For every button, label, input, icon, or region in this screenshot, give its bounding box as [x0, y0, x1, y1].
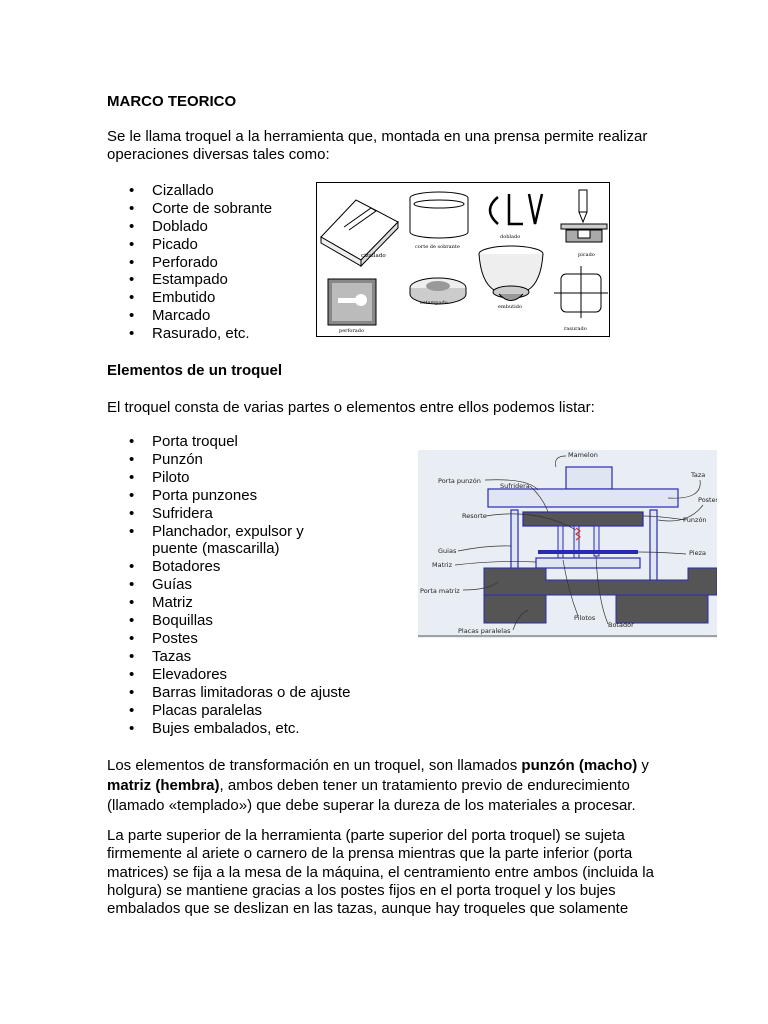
- intro-line-1: Se le llama troquel a la herramienta que, montada en una prensa permite realizar: [107, 128, 648, 145]
- text-span: , ambos deben tener un tratamiento previo de endurecimiento (llamado «templado») que debe superar la dureza de los materiales a procesar.: [107, 777, 636, 814]
- list-item: • Porta troquel: [107, 433, 367, 451]
- die-shape: [536, 558, 640, 568]
- text-span: y: [637, 757, 649, 774]
- operations-illustration: [316, 182, 610, 337]
- label-picado: picado: [578, 252, 595, 258]
- label-postes: Postes: [698, 496, 717, 504]
- label-estampado: estampado: [420, 300, 448, 306]
- list-item: • Elevadores: [107, 666, 367, 684]
- intro-line-2: operaciones diversas tales como:: [107, 146, 330, 163]
- label-cizallado: cizallado: [361, 253, 386, 259]
- list-item: • Marcado: [107, 307, 327, 325]
- perforado-drawing: [328, 279, 376, 325]
- label-perforado: perforado: [339, 328, 364, 334]
- label-botador: Botador: [608, 621, 634, 629]
- list-item: • Postes: [107, 630, 367, 648]
- label-guias: Guias: [438, 547, 457, 555]
- section-heading-elementos: Elementos de un troquel: [107, 362, 283, 379]
- parallel-plate-left: [484, 595, 546, 623]
- list-item: • Rasurado, etc.: [107, 325, 327, 343]
- list-item: • Boquillas: [107, 612, 367, 630]
- list-item: • Bujes embalados, etc.: [107, 720, 367, 738]
- paragraph-superior: La parte superior de la herramienta (parte superior del porta troquel) se sujeta firmemente al ariete o carnero de la prensa mientras que la parte inferior (porta matrices) se fija a la mesa de la máquina, el centramiento entre ambos (incluida la holgura) se mantiene gracias a los postes fijos en el porta troquel y los bujes embalados que se deslizan en las tazas, aunque hay troqueles que solamente: [107, 827, 654, 918]
- label-corte-sobrante: corte de sobrante: [415, 244, 460, 250]
- list-item: • Botadores: [107, 558, 367, 576]
- list-item: • Matriz: [107, 594, 367, 612]
- operations-figure: [316, 182, 610, 337]
- list-item: • Cizallado: [107, 182, 327, 200]
- punch-shape: [574, 526, 579, 560]
- bold-matriz: matriz (hembra): [107, 777, 220, 794]
- punch-shape: [558, 526, 563, 560]
- label-porta-punzon: Porta punzón: [438, 477, 481, 485]
- elements-intro: El troquel consta de varias partes o elementos entre ellos podemos listar:: [107, 399, 595, 416]
- die-diagram-figure: [418, 450, 717, 638]
- bold-punzon: punzón (macho): [521, 757, 638, 774]
- list-item: • Perforado: [107, 254, 327, 272]
- list-item: • Barras limitadoras o de ajuste: [107, 684, 367, 702]
- label-pilotos: Pilotos: [574, 614, 596, 622]
- label-sufridera: Sufridera: [500, 482, 530, 490]
- list-item: • Punzón: [107, 451, 367, 469]
- label-taza: Taza: [691, 471, 706, 479]
- label-embutido: embutido: [498, 304, 522, 310]
- label-pieza: Pieza: [689, 549, 706, 557]
- list-item: • Sufridera: [107, 505, 367, 523]
- list-item: • Corte de sobrante: [107, 200, 327, 218]
- punch-holder-shape: [523, 512, 643, 526]
- list-item: • Planchador, expulsor y puente (mascarilla): [107, 523, 352, 559]
- parallel-plate-right: [616, 595, 708, 623]
- label-porta-matriz: Porta matriz: [420, 587, 460, 595]
- list-item: • Doblado: [107, 218, 327, 236]
- label-placas-paralelas: Placas paralelas: [458, 627, 511, 635]
- list-item: • Tazas: [107, 648, 367, 666]
- corte-sobrante-drawing: [410, 192, 468, 238]
- label-mamelon: Mamelon: [568, 451, 598, 459]
- intro-paragraph: [107, 128, 647, 164]
- list-item: • Placas paralelas: [107, 702, 367, 720]
- list-item: • Porta punzones: [107, 487, 367, 505]
- label-doblado: doblado: [500, 234, 521, 240]
- paragraph-transformation: [107, 756, 682, 816]
- operations-list: [107, 182, 327, 343]
- label-resorte: Resorte: [462, 512, 487, 520]
- list-item: • Embutido: [107, 289, 327, 307]
- section-heading-marco-teorico: MARCO TEORICO: [107, 93, 237, 110]
- text-span: Los elementos de transformación en un troquel, son llamados: [107, 757, 522, 774]
- list-item: • Estampado: [107, 271, 327, 289]
- label-rasurado: rasurado: [564, 326, 587, 332]
- elements-list: [107, 433, 367, 737]
- list-item: • Piloto: [107, 469, 367, 487]
- strip-shape: [538, 550, 638, 554]
- list-item: • Guías: [107, 576, 367, 594]
- mamelon-shape: [566, 467, 612, 489]
- label-punzon: Punzón: [683, 516, 707, 524]
- label-matriz: Matriz: [432, 561, 453, 569]
- die-diagram: [418, 450, 717, 638]
- upper-plate-shape: [488, 489, 678, 507]
- list-item: • Picado: [107, 236, 327, 254]
